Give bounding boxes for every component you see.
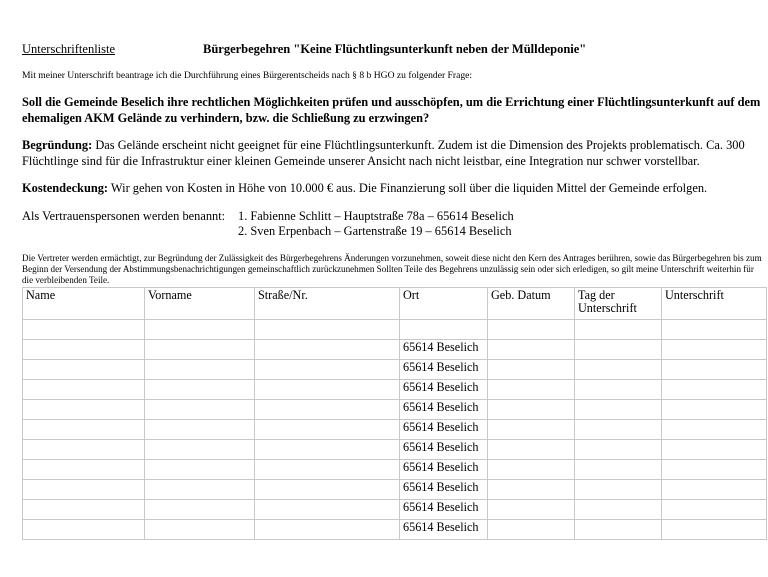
- signature-table: [22, 287, 767, 540]
- town-cell[interactable]: 65614 Beselich: [400, 440, 488, 460]
- birth-date-cell[interactable]: [488, 460, 575, 480]
- column-header-town: Ort: [400, 288, 488, 320]
- first-name-cell[interactable]: [145, 480, 255, 500]
- signature-date-cell[interactable]: [575, 420, 662, 440]
- birth-date-cell[interactable]: [488, 520, 575, 540]
- disclaimer-text: Die Vertreter werden ermächtigt, zur Begründung der Zulässigkeit des Bürgerbegehrens Änderungen vorzunehmen, soweit diese nicht den Kern des Antrages berühren, sowie das Bürgerbegehren bis zum Beginn der Versendung der Abstimmungsbenachrichtigungen gemeinschaftlich zurückzunehmen Sollten Teile des Begehrens unzulässig sein oder sich erledigen, so gilt meine Unterschrift weiterhin für die verbleibenden Teile.: [22, 253, 762, 286]
- table-row: [23, 520, 767, 540]
- name-cell[interactable]: [23, 320, 145, 340]
- intro-text: Mit meiner Unterschrift beantrage ich die Durchführung eines Bürgerentscheids nach § 8 b HGO zu folgender Frage:: [22, 70, 473, 81]
- town-cell[interactable]: 65614 Beselich: [400, 400, 488, 420]
- birth-date-cell[interactable]: [488, 440, 575, 460]
- signature-cell[interactable]: [662, 460, 767, 480]
- costs-label: Kostendeckung:: [22, 181, 109, 195]
- street-cell[interactable]: [255, 420, 400, 440]
- town-cell[interactable]: 65614 Beselich: [400, 460, 488, 480]
- column-header-signature-date: Tag der Unterschrift: [575, 288, 662, 320]
- table-row: [23, 320, 767, 340]
- signature-cell[interactable]: [662, 400, 767, 420]
- birth-date-cell[interactable]: [488, 320, 575, 340]
- signature-date-cell[interactable]: [575, 520, 662, 540]
- town-cell[interactable]: 65614 Beselich: [400, 420, 488, 440]
- signature-cell[interactable]: [662, 440, 767, 460]
- name-cell[interactable]: [23, 380, 145, 400]
- table-row: [23, 400, 767, 420]
- name-cell[interactable]: [23, 340, 145, 360]
- town-cell[interactable]: [400, 320, 488, 340]
- first-name-cell[interactable]: [145, 360, 255, 380]
- referendum-question: Soll die Gemeinde Beselich ihre rechtlichen Möglichkeiten prüfen und ausschöpfen, um die Errichtung einer Flüchtlingsunterkunft auf dem ehemaligen AKM Gelände zu verhindern, bzw. die Schließung zu erzwingen?: [22, 95, 761, 125]
- town-cell[interactable]: 65614 Beselich: [400, 380, 488, 400]
- document-header: [22, 42, 766, 58]
- table-row: [23, 420, 767, 440]
- column-header-birth-date: Geb. Datum: [488, 288, 575, 320]
- street-cell[interactable]: [255, 340, 400, 360]
- name-cell[interactable]: [23, 480, 145, 500]
- reason-paragraph: [22, 138, 766, 169]
- signature-cell[interactable]: [662, 380, 767, 400]
- signature-date-cell[interactable]: [575, 500, 662, 520]
- reason-label: Begründung:: [22, 138, 93, 152]
- signature-cell[interactable]: [662, 480, 767, 500]
- table-row: [23, 440, 767, 460]
- trustee-item: 1. Fabienne Schlitt – Hauptstraße 78a – 65614 Beselich: [238, 209, 514, 223]
- name-cell[interactable]: [23, 440, 145, 460]
- name-cell[interactable]: [23, 520, 145, 540]
- signature-date-cell[interactable]: [575, 440, 662, 460]
- signature-cell[interactable]: [662, 360, 767, 380]
- table-row: [23, 460, 767, 480]
- first-name-cell[interactable]: [145, 520, 255, 540]
- signature-cell[interactable]: [662, 340, 767, 360]
- costs-paragraph: [22, 181, 766, 197]
- name-cell[interactable]: [23, 360, 145, 380]
- costs-text: Wir gehen von Kosten in Höhe von 10.000 € aus. Die Finanzierung soll über die liquiden Mittel der Gemeinde erfolgen.: [108, 181, 708, 195]
- first-name-cell[interactable]: [145, 420, 255, 440]
- name-cell[interactable]: [23, 400, 145, 420]
- street-cell[interactable]: [255, 360, 400, 380]
- column-header-first-name: Vorname: [145, 288, 255, 320]
- town-cell[interactable]: 65614 Beselich: [400, 340, 488, 360]
- first-name-cell[interactable]: [145, 400, 255, 420]
- column-header-name: Name: [23, 288, 145, 320]
- birth-date-cell[interactable]: [488, 380, 575, 400]
- street-cell[interactable]: [255, 500, 400, 520]
- birth-date-cell[interactable]: [488, 340, 575, 360]
- trustees-label: Als Vertrauenspersonen werden benannt:: [22, 209, 226, 223]
- name-cell[interactable]: [23, 460, 145, 480]
- town-cell[interactable]: 65614 Beselich: [400, 500, 488, 520]
- table-row: [23, 380, 767, 400]
- signature-date-cell[interactable]: [575, 320, 662, 340]
- street-cell[interactable]: [255, 380, 400, 400]
- signature-cell[interactable]: [662, 520, 767, 540]
- column-header-street: Straße/Nr.: [255, 288, 400, 320]
- name-cell[interactable]: [23, 500, 145, 520]
- signature-date-cell[interactable]: [575, 460, 662, 480]
- street-cell[interactable]: [255, 460, 400, 480]
- table-row: [23, 340, 767, 360]
- town-cell[interactable]: 65614 Beselich: [400, 520, 488, 540]
- trustees-list: [238, 209, 514, 238]
- signature-cell[interactable]: [662, 500, 767, 520]
- birth-date-cell[interactable]: [488, 500, 575, 520]
- birth-date-cell[interactable]: [488, 420, 575, 440]
- table-row: [23, 480, 767, 500]
- signature-date-cell[interactable]: [575, 480, 662, 500]
- table-row: [23, 360, 767, 380]
- birth-date-cell[interactable]: [488, 480, 575, 500]
- first-name-cell[interactable]: [145, 460, 255, 480]
- street-cell[interactable]: [255, 320, 400, 340]
- signature-date-cell[interactable]: [575, 400, 662, 420]
- street-cell[interactable]: [255, 400, 400, 420]
- table-header-row: [23, 288, 767, 320]
- signature-date-cell[interactable]: [575, 360, 662, 380]
- first-name-cell[interactable]: [145, 500, 255, 520]
- petition-title: Bürgerbegehren "Keine Flüchtlingsunterkunft neben der Mülldeponie": [203, 42, 587, 56]
- first-name-cell[interactable]: [145, 340, 255, 360]
- reason-text: Das Gelände erscheint nicht geeignet für eine Flüchtlingsunterkunft. Zudem ist die Dimension des Projekts problematisch. Ca. 300 Flüchtlinge sind für die Infrastruktur einer kleinen Gemeinde unserer Ansicht nach nicht leistbar, eine Integration nur schwer vorstellbar.: [22, 138, 745, 168]
- name-cell[interactable]: [23, 420, 145, 440]
- first-name-cell[interactable]: [145, 440, 255, 460]
- table-row: [23, 500, 767, 520]
- trustee-item: 2. Sven Erpenbach – Gartenstraße 19 – 65614 Beselich: [238, 223, 512, 238]
- birth-date-cell[interactable]: [488, 360, 575, 380]
- birth-date-cell[interactable]: [488, 400, 575, 420]
- town-cell[interactable]: 65614 Beselich: [400, 360, 488, 380]
- first-name-cell[interactable]: [145, 380, 255, 400]
- street-cell[interactable]: [255, 520, 400, 540]
- signature-cell[interactable]: [662, 320, 767, 340]
- street-cell[interactable]: [255, 440, 400, 460]
- column-header-signature: Unterschrift: [662, 288, 767, 320]
- list-type-label: Unterschriftenliste: [22, 42, 116, 56]
- signature-date-cell[interactable]: [575, 380, 662, 400]
- street-cell[interactable]: [255, 480, 400, 500]
- town-cell[interactable]: 65614 Beselich: [400, 480, 488, 500]
- signature-date-cell[interactable]: [575, 340, 662, 360]
- signature-cell[interactable]: [662, 420, 767, 440]
- first-name-cell[interactable]: [145, 320, 255, 340]
